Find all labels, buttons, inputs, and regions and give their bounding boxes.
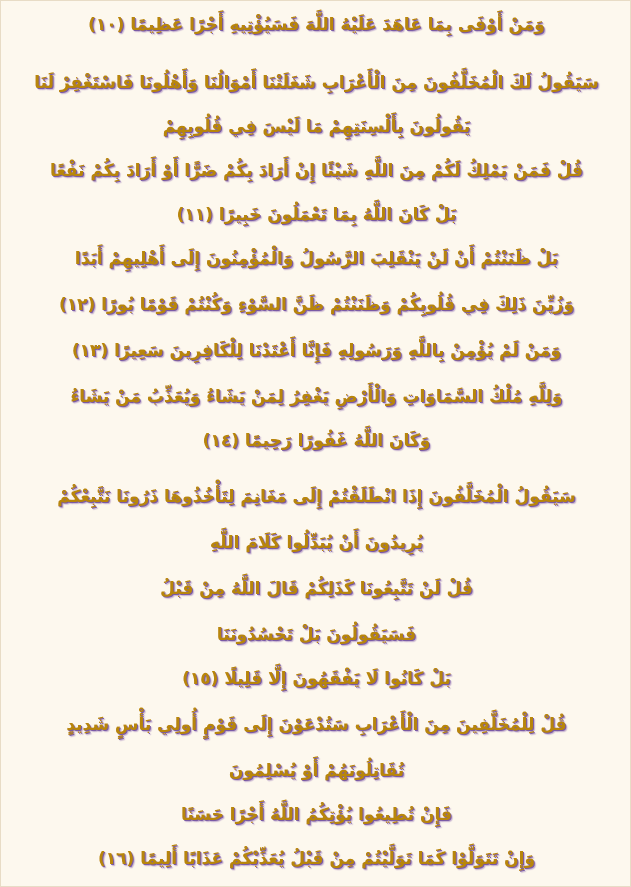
verse-text: يَقُولُونَ بِأَلْسِنَتِهِمْ مَا لَيْسَ فِي قُلُوبِهِمْ xyxy=(163,107,471,147)
verse-line xyxy=(11,107,622,147)
verse-text: فَإِنْ تُطِيعُوا يُؤْتِكُمُ اللَّهُ أَجْرًا حَسَنًا xyxy=(181,795,452,835)
verse-line xyxy=(11,751,622,791)
verse-text: وَمَنْ أَوْفَى بِمَا عَاهَدَ عَلَيْهُ اللَّهَ فَسَيُؤْتِيهِ أَجْرًا عَظِيمًا (١٠) xyxy=(88,5,545,45)
verse-line xyxy=(11,421,622,461)
verse-text: وَكَانَ اللَّهُ غَفُورًا رَحِيمًا (١٤) xyxy=(203,421,431,461)
verse-text: قُلْ لِلْمُخَلَّفِينَ مِنَ الْأَعْرَابِ سَتُدْعَوْنَ إِلَى قَوْمٍ أُولِي بَأْسٍ شَدِيدٍ xyxy=(66,705,566,745)
verse-line xyxy=(11,705,622,745)
verse-line xyxy=(11,195,622,235)
verse-text: وَزُيِّنَ ذَلِكَ فِي قُلُوبِكُمْ وَظَنَنْتُمْ ظَنَّ السَّوْءِ وَكُنْتُمْ قَوْمًا بُورًا (١٢) xyxy=(59,285,574,325)
verse-line xyxy=(11,523,622,563)
verse-line xyxy=(11,5,622,45)
verse-text: سَيَقُولُ لَكَ الْمُخَلَّفُونَ مِنَ الْأَعْرَابِ شَغَلَتْنَا أَمْوَالُنَا وَأَهْلُونَا فَاسْتَغْفِرْ لَنَا xyxy=(34,63,598,103)
verse-text: بَلْ ظَنَنْتُمْ أَنْ لَنْ يَنْقَلِبَ الرَّسُولُ وَالْمُؤْمِنُونَ إِلَى أَهْلِيهِمْ أَبَدًا xyxy=(75,239,558,279)
verse-text: وَمَنْ لَمْ يُؤْمِنْ بِاللَّهِ وَرَسُولِهِ فَإِنَّا أَعْتَدْنَا لِلْكَافِرِينَ سَعِيرًا (١٣) xyxy=(72,331,561,371)
verse-line xyxy=(11,63,622,103)
verse-text: وَإِنْ تَتَوَلَّوْا كَمَا تَوَلَّيْتُمْ مِنْ قَبْلُ يُعَذِّبْكُمْ عَذَابًا أَلِيمًا (١٦) xyxy=(98,839,535,879)
verse-line xyxy=(11,285,622,325)
verse-text: فَسَيَقُولُونَ بَلْ تَحْسُدُونَنَا xyxy=(217,615,416,655)
verse-line xyxy=(11,569,622,609)
verse-line xyxy=(11,477,622,517)
verse-line xyxy=(11,615,622,655)
verse-line xyxy=(11,239,622,279)
verse-text: قُلْ فَمَنْ يَمْلِكُ لَكُمْ مِنَ اللَّهِ شَيْئًا إِنْ أَرَادَ بِكُمْ ضَرًّا أَوْ أَرَادَ بِكُمْ نَفْعًا xyxy=(50,151,583,191)
verse-line xyxy=(11,795,622,835)
verse-line xyxy=(11,151,622,191)
verse-line xyxy=(11,377,622,417)
verse-text: يُرِيدُونَ أَنْ يُبَدِّلُوا كَلَامَ اللَّهِ xyxy=(210,523,423,563)
verse-text: تُقَاتِلُونَهُمْ أَوْ يُسْلِمُونَ xyxy=(229,751,404,791)
verse-line xyxy=(11,659,622,699)
verse-text: سَيَقُولُ الْمُخَلَّفُونَ إِذَا انْطَلَقْتُمْ إِلَى مَغَانِمَ لِتَأْخُذُوهَا ذَرُونَا نَتَّبِعْكُمْ xyxy=(57,477,576,517)
verse-text: بَلْ كَانُوا لَا يَفْقَهُونَ إِلَّا قَلِيلًا (١٥) xyxy=(182,659,451,699)
verse-text: قُلْ لَنْ تَتَّبِعُونَا كَذَلِكُمْ قَالَ اللَّهُ مِنْ قَبْلُ xyxy=(160,569,473,609)
verse-line xyxy=(11,839,622,879)
verse-line xyxy=(11,331,622,371)
verse-text: بَلْ كَانَ اللَّهُ بِمَا تَعْمَلُونَ خَبِيرًا (١١) xyxy=(177,195,457,235)
verse-text: وَلِلَّهِ مُلْكُ السَّمَاوَاتِ وَالْأَرْضِ يَغْفِرُ لِمَنْ يَشَاءُ وَيُعَذِّبُ مَنْ يَشَاءُ xyxy=(71,377,563,417)
